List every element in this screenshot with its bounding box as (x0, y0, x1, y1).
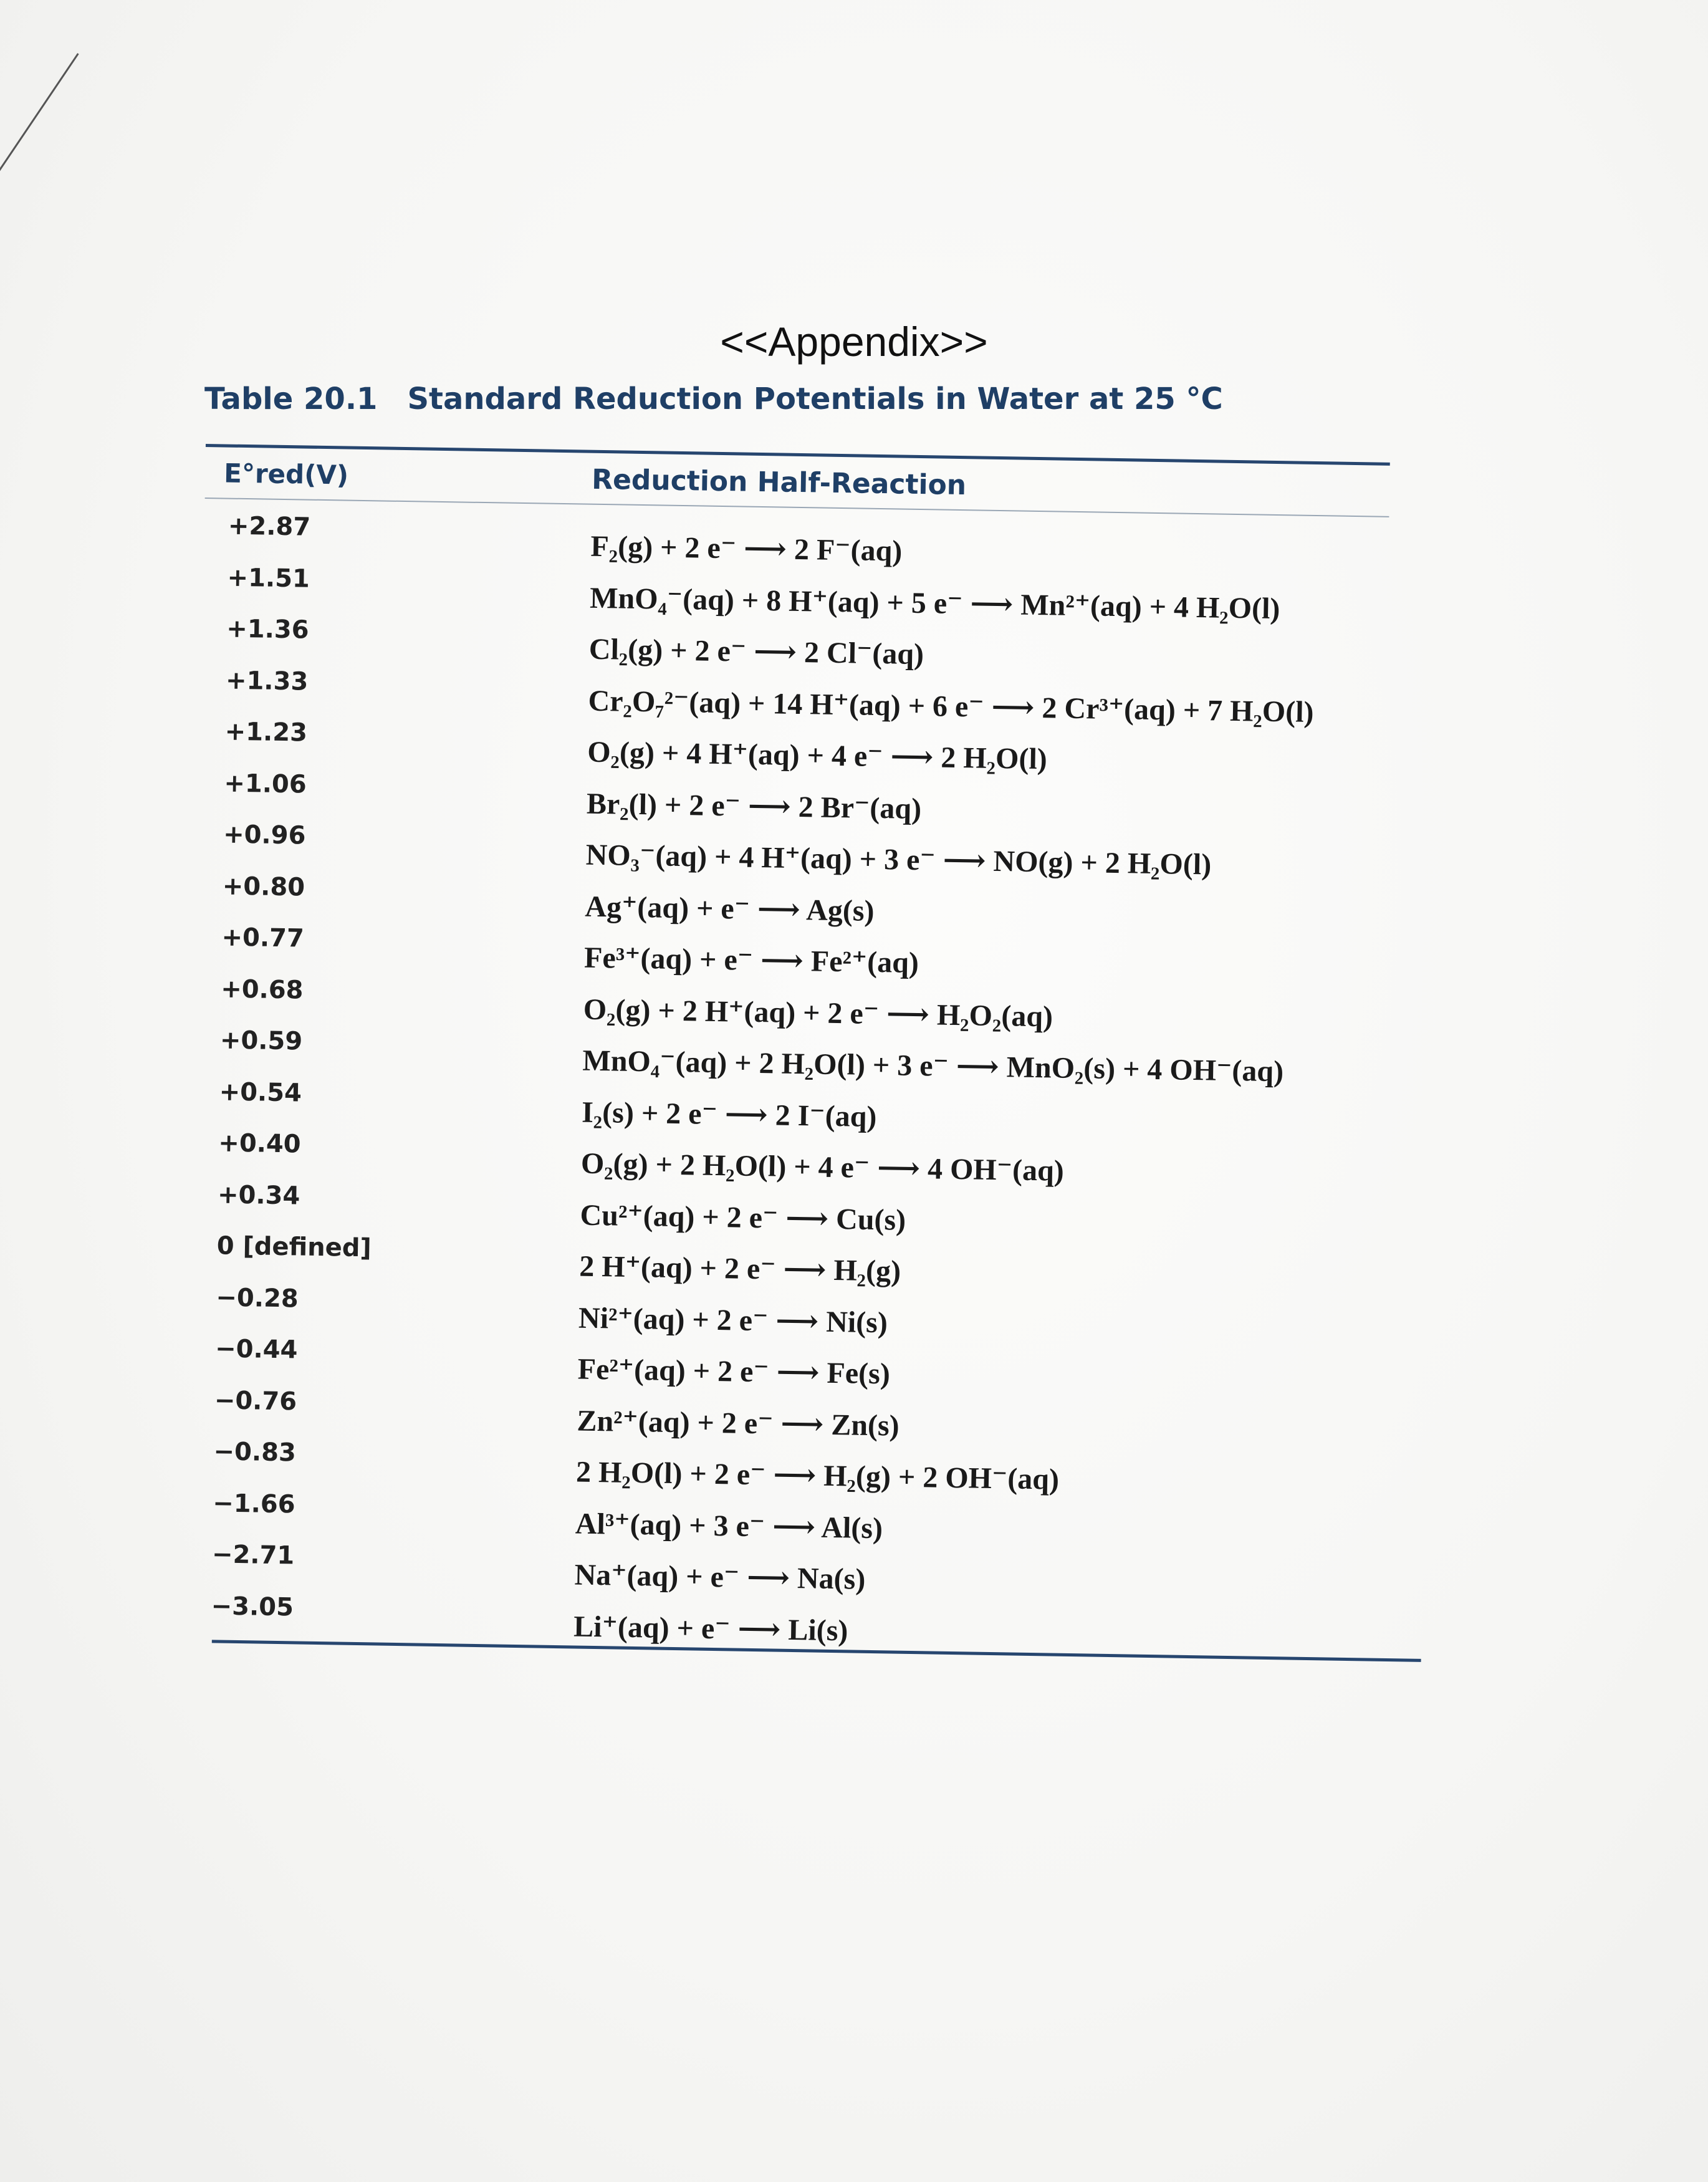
table-caption (204, 382, 1223, 416)
potential-value: +0.80 (222, 872, 305, 902)
half-reaction: F₂(g) + 2 e⁻ ⟶ 2 F⁻(aq) (590, 529, 903, 568)
half-reaction: Al³⁺(aq) + 3 e⁻ ⟶ Al(s) (575, 1507, 883, 1545)
potential-value: +1.33 (225, 666, 309, 696)
half-reaction: O₂(g) + 2 H⁺(aq) + 2 e⁻ ⟶ H₂O₂(aq) (583, 992, 1053, 1033)
half-reaction: Cr₂O₇²⁻(aq) + 14 H⁺(aq) + 6 e⁻ ⟶ 2 Cr³⁺(aq) + 7 H₂O(l) (588, 684, 1314, 729)
potential-value: +1.51 (227, 563, 310, 594)
table-top-rule (206, 444, 1390, 466)
half-reaction: MnO₄⁻(aq) + 8 H⁺(aq) + 5 e⁻ ⟶ Mn²⁺(aq) + 4 H₂O(l) (589, 581, 1280, 625)
potential-value: 0 [defined] (216, 1231, 372, 1263)
potential-value: −0.76 (214, 1385, 297, 1416)
half-reaction: Na⁺(aq) + e⁻ ⟶ Na(s) (574, 1558, 866, 1596)
potential-value: −3.05 (211, 1591, 294, 1622)
half-reaction: Zn²⁺(aq) + 2 e⁻ ⟶ Zn(s) (577, 1404, 900, 1443)
half-reaction: NO₃⁻(aq) + 4 H⁺(aq) + 3 e⁻ ⟶ NO(g) + 2 H₂O(l) (585, 838, 1212, 882)
column-header-potential: E°red(V) (223, 458, 349, 491)
potential-value: −1.66 (212, 1488, 295, 1519)
half-reaction: MnO₄⁻(aq) + 2 H₂O(l) + 3 e⁻ ⟶ MnO₂(s) + 4 OH⁻(aq) (582, 1044, 1284, 1089)
potential-value: +1.36 (226, 614, 309, 645)
half-reaction: Ni²⁺(aq) + 2 e⁻ ⟶ Ni(s) (578, 1301, 888, 1339)
half-reaction: Cu²⁺(aq) + 2 e⁻ ⟶ Cu(s) (580, 1198, 906, 1237)
potential-value: +0.54 (219, 1077, 302, 1108)
potential-value: −0.83 (213, 1437, 297, 1468)
half-reaction: I₂(s) + 2 e⁻ ⟶ 2 I⁻(aq) (581, 1095, 877, 1133)
appendix-heading: <<Appendix>> (720, 319, 988, 365)
half-reaction: Ag⁺(aq) + e⁻ ⟶ Ag(s) (585, 890, 875, 928)
potential-value: +0.96 (223, 820, 306, 850)
half-reaction: Fe³⁺(aq) + e⁻ ⟶ Fe²⁺(aq) (583, 941, 919, 980)
table-title: Standard Reduction Potentials in Water at 25 °C (407, 382, 1223, 416)
potential-value: +1.23 (224, 717, 308, 747)
potential-value: −2.71 (211, 1540, 295, 1570)
potential-value: −0.28 (216, 1282, 299, 1314)
column-header-reaction: Reduction Half-Reaction (591, 463, 967, 502)
half-reaction: Fe²⁺(aq) + 2 e⁻ ⟶ Fe(s) (577, 1352, 891, 1391)
half-reaction: 2 H₂O(l) + 2 e⁻ ⟶ H₂(g) + 2 OH⁻(aq) (575, 1455, 1060, 1496)
half-reaction: Li⁺(aq) + e⁻ ⟶ Li(s) (573, 1610, 848, 1647)
reduction-potential-table (187, 444, 1390, 1660)
potential-value: +0.59 (219, 1026, 303, 1056)
half-reaction: 2 H⁺(aq) + 2 e⁻ ⟶ H₂(g) (578, 1249, 901, 1288)
potential-value: +1.06 (224, 769, 307, 799)
potential-value: +0.40 (218, 1128, 301, 1159)
potential-value: +0.34 (217, 1180, 300, 1211)
paper-edge-line (0, 53, 79, 188)
half-reaction: Br₂(l) + 2 e⁻ ⟶ 2 Br⁻(aq) (586, 787, 922, 825)
potential-value: +2.87 (228, 511, 311, 542)
potential-value: +0.68 (220, 974, 304, 1005)
potential-value: −0.44 (214, 1334, 298, 1365)
table-number: Table 20.1 (204, 382, 378, 416)
half-reaction: Cl₂(g) + 2 e⁻ ⟶ 2 Cl⁻(aq) (588, 632, 924, 671)
half-reaction: O₂(g) + 2 H₂O(l) + 4 e⁻ ⟶ 4 OH⁻(aq) (580, 1146, 1065, 1188)
half-reaction: O₂(g) + 4 H⁺(aq) + 4 e⁻ ⟶ 2 H₂O(l) (587, 735, 1048, 776)
potential-value: +0.77 (221, 923, 305, 953)
